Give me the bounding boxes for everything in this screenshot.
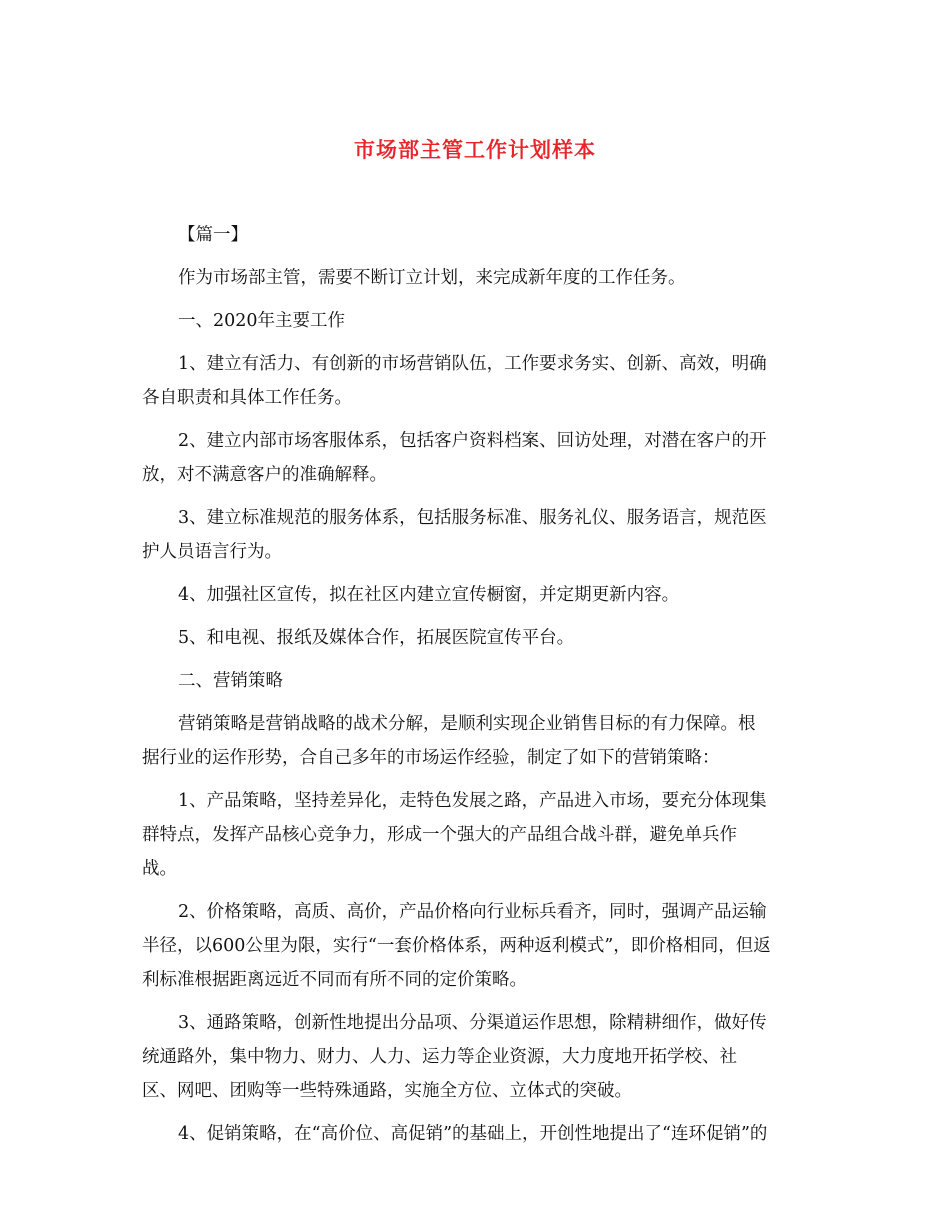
paragraph-line: 3、建立标准规范的服务体系，包括服务标准、服务礼仪、服务语言，规范医 xyxy=(178,508,767,528)
paragraph xyxy=(142,261,810,295)
paragraph-line: 营销策略是营销战略的战术分解，是顺利实现企业销售目标的有力保障。根 xyxy=(178,714,756,734)
paragraph-line: 4、促销策略，在“高价位、高促销”的基础上，开创性地提出了“连环促销”的 xyxy=(178,1124,768,1144)
paragraph xyxy=(142,784,810,886)
paragraph-line: 利标准根据距离远近不同而有所不同的定价策略。 xyxy=(142,970,527,990)
paragraph xyxy=(142,304,810,338)
paragraph xyxy=(142,1006,810,1108)
paragraph-line: 一、2020年主要工作 xyxy=(178,311,346,331)
paragraph xyxy=(142,1117,810,1151)
paragraph-line: 5、和电视、报纸及媒体合作，拓展医院宣传平台。 xyxy=(178,628,575,648)
paragraph xyxy=(142,347,810,415)
paragraph-line: 战。 xyxy=(142,859,177,879)
paragraph-line: 2、价格策略，高质、高价，产品价格向行业标兵看齐，同时，强调产品运输 xyxy=(178,902,767,922)
paragraph-line: 半径，以600公里为限，实行“一套价格体系，两种返利模式”，即价格相同，但返 xyxy=(142,936,771,956)
paragraph-line: 作为市场部主管，需要不断订立计划，来完成新年度的工作任务。 xyxy=(178,268,686,288)
paragraph xyxy=(142,501,810,569)
paragraph xyxy=(142,664,810,698)
paragraph-line: 据行业的运作形势，合自己多年的市场运作经验，制定了如下的营销策略： xyxy=(142,748,720,768)
paragraph-line: 3、通路策略，创新性地提出分品项、分渠道运作思想，除精耕细作，做好传 xyxy=(178,1013,767,1033)
document-body xyxy=(142,218,810,1160)
paragraph xyxy=(142,424,810,492)
paragraph-line: 统通路外，集中物力、财力、人力、运力等企业资源，大力度地开拓学校、社 xyxy=(142,1047,737,1067)
paragraph-line: 区、网吧、团购等一些特殊通路，实施全方位、立体式的突破。 xyxy=(142,1081,632,1101)
paragraph-line: 4、加强社区宣传，拟在社区内建立宣传橱窗，并定期更新内容。 xyxy=(178,585,680,605)
paragraph-line: 护人员语言行为。 xyxy=(142,542,282,562)
paragraph xyxy=(142,218,810,252)
paragraph-line: 2、建立内部市场客服体系，包括客户资料档案、回访处理，对潜在客户的开 xyxy=(178,431,767,451)
paragraph-line: 1、产品策略，坚持差异化，走特色发展之路，产品进入市场，要充分体现集 xyxy=(178,791,767,811)
paragraph-line: 【篇一】 xyxy=(178,225,248,245)
paragraph xyxy=(142,895,810,997)
paragraph-line: 各自职责和具体工作任务。 xyxy=(142,388,352,408)
paragraph-line: 二、营销策略 xyxy=(178,671,283,691)
paragraph xyxy=(142,707,810,775)
paragraph-line: 放，对不满意客户的准确解释。 xyxy=(142,465,387,485)
paragraph-line: 群特点，发挥产品核心竞争力，形成一个强大的产品组合战斗群，避免单兵作 xyxy=(142,825,737,845)
document-title: 市场部主管工作计划样本 xyxy=(354,137,596,162)
paragraph-line: 1、建立有活力、有创新的市场营销队伍，工作要求务实、创新、高效，明确 xyxy=(178,354,767,374)
paragraph xyxy=(142,578,810,612)
paragraph xyxy=(142,621,810,655)
